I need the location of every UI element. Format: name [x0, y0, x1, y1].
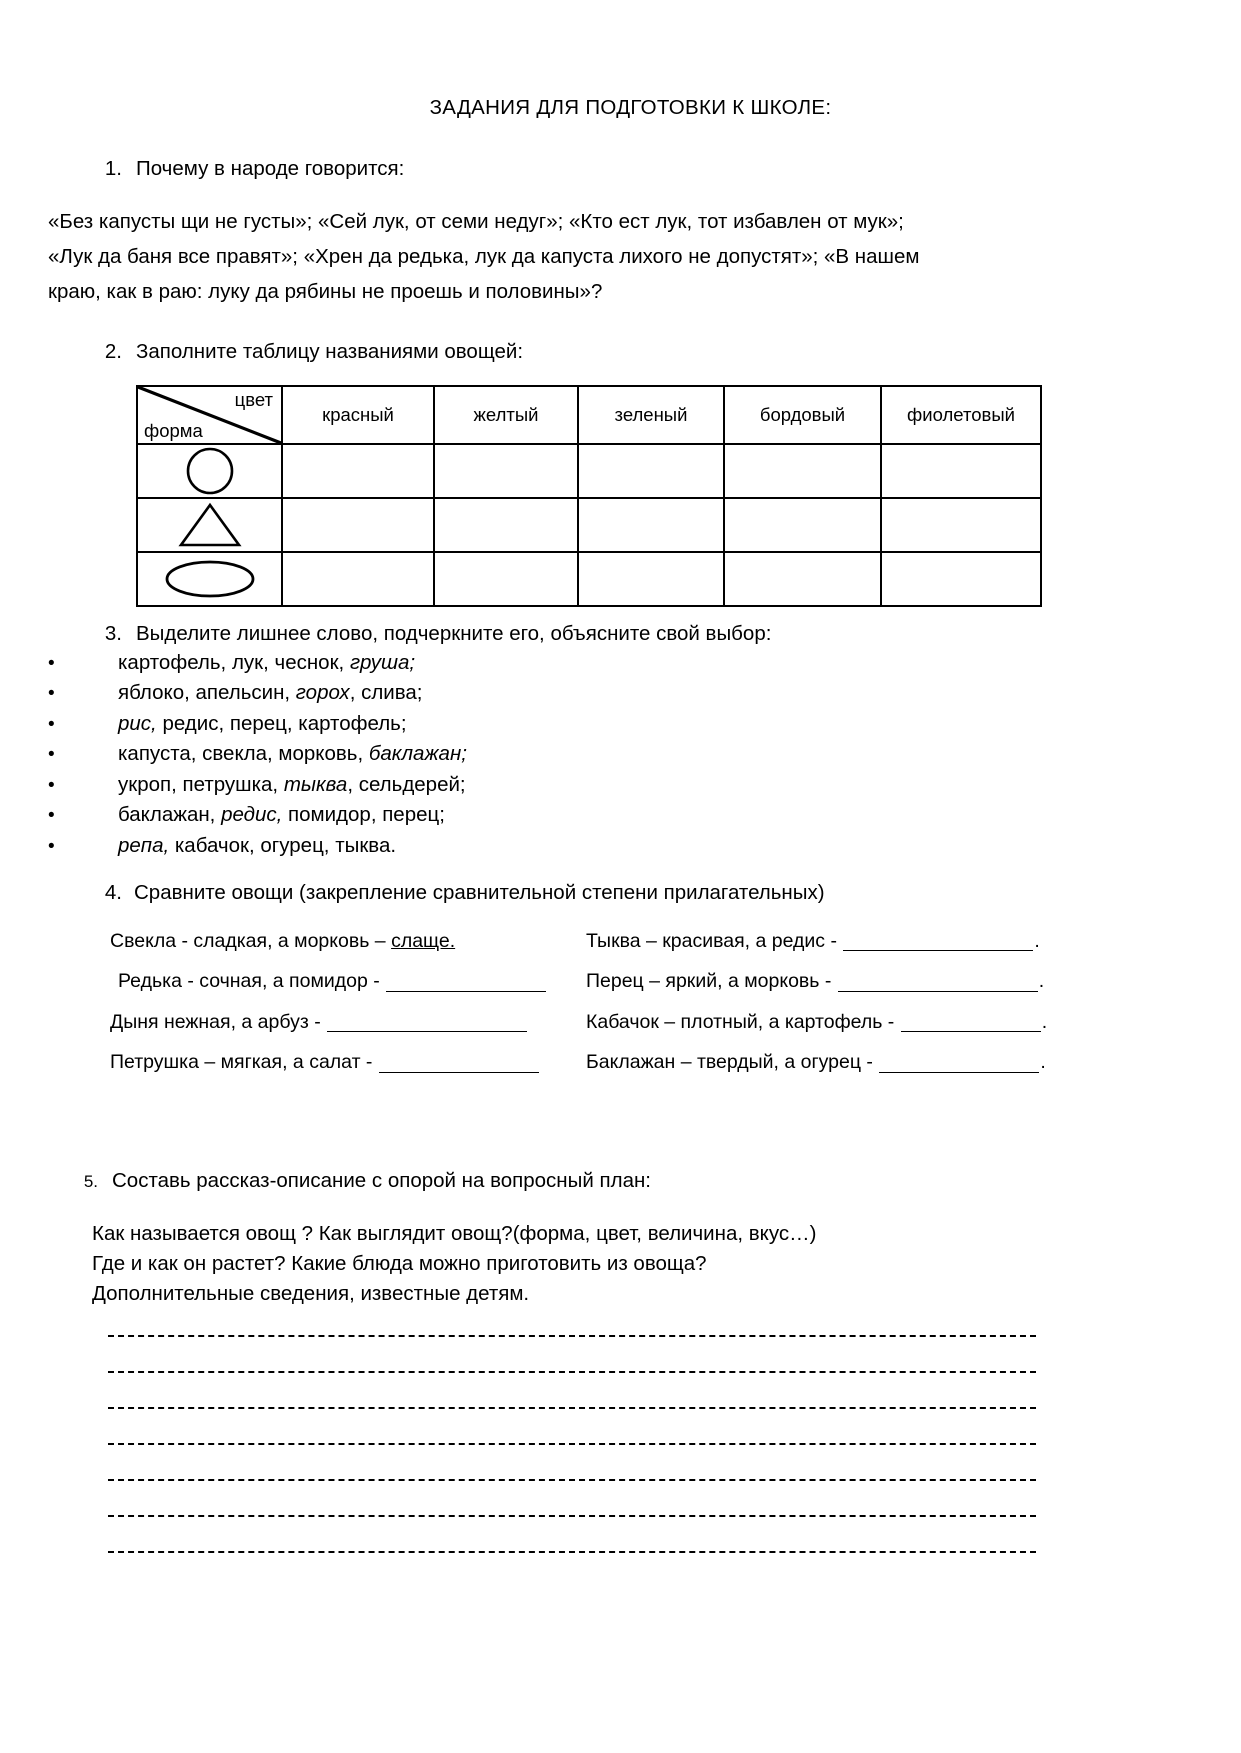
answer-blank[interactable]	[386, 972, 546, 992]
comparison-line[interactable]	[586, 972, 1048, 992]
list-item-text: картофель, лук, чеснок, груша;	[118, 650, 416, 674]
task-4-prompt: Сравните овощи (закрепление сравнительной степени прилагательных)	[134, 881, 825, 905]
task-3-prompt: Выделите лишнее слово, подчеркните его, объясните свой выбор:	[136, 622, 772, 645]
list-item[interactable]	[0, 805, 1241, 826]
table-col-header-3: бордовый	[724, 386, 881, 444]
task-2-prompt: Заполните таблицу названиями овощей:	[136, 340, 524, 364]
bullet-icon: •	[48, 683, 55, 705]
list-item[interactable]	[0, 650, 1241, 674]
bullet-icon: •	[48, 652, 55, 674]
page-title: ЗАДАНИЯ ДЛЯ ПОДГОТОВКИ К ШКОЛЕ:	[429, 96, 832, 119]
table-col-header-2: зеленый	[578, 386, 724, 444]
table-col-header-4: фиолетовый	[881, 386, 1041, 444]
comparison-prompt-text: Перец – яркий, а морковь -	[586, 970, 837, 993]
writing-line[interactable]	[108, 1479, 1036, 1481]
table-input-cell[interactable]	[434, 552, 578, 606]
comparison-column-left	[110, 929, 572, 1094]
bullet-icon: •	[48, 713, 55, 735]
list-item[interactable]	[0, 744, 1241, 765]
bullet-icon: •	[48, 805, 55, 827]
table-input-cell[interactable]	[434, 498, 578, 552]
writing-line[interactable]	[108, 1335, 1036, 1337]
triangle-shape-icon	[177, 501, 243, 549]
bullet-icon: •	[48, 744, 55, 766]
task-4-number: 4.	[104, 881, 122, 905]
plan-question: Дополнительные сведения, известные детям.	[92, 1281, 530, 1305]
task-3	[0, 621, 1241, 647]
plan-question: Где и как он растет? Какие блюда можно приготовить из овоща?	[92, 1252, 707, 1276]
answer-blank[interactable]	[901, 1013, 1041, 1033]
task-4	[0, 880, 1241, 906]
plan-question: Как называется овощ ? Как выглядит овощ?(форма, цвет, величина, вкус…)	[92, 1222, 817, 1246]
comparison-line[interactable]	[586, 1053, 1048, 1073]
writing-line[interactable]	[108, 1551, 1036, 1553]
comparison-column-right	[586, 929, 1048, 1094]
shape-cell-circle	[137, 444, 282, 498]
task-5-number: 5.	[83, 1171, 98, 1191]
comparison-prompt-text: Баклажан – твердый, а огурец -	[586, 1051, 879, 1074]
task-1	[0, 156, 1241, 182]
comparison-prompt-text: Петрушка – мягкая, а салат -	[110, 1051, 378, 1074]
table-corner-form-label: форма	[144, 420, 203, 441]
list-item-text: рис, редис, перец, картофель;	[118, 711, 407, 735]
task-1-proverbs: «Без капусты щи не густы»; «Сей лук, от семи недуг»; «Кто ест лук, тот избавлен от мук»; «Лук да баня все правят»; «Хрен да редька, лук да капуста лихого не допустят»; «В нашем краю, как в раю: луку да рябины не проешь и половины»?	[48, 209, 920, 304]
writing-line[interactable]	[108, 1443, 1036, 1445]
answer-blank[interactable]	[879, 1053, 1039, 1073]
bullet-icon: •	[48, 774, 55, 796]
table-col-header-1: желтый	[434, 386, 578, 444]
shape-cell-ellipse	[137, 552, 282, 606]
answer-blank[interactable]	[327, 1013, 527, 1033]
table-input-cell[interactable]	[724, 498, 881, 552]
list-item[interactable]	[0, 833, 1241, 857]
comparison-line[interactable]	[586, 1010, 1048, 1033]
comparison-tail: .	[1038, 970, 1045, 993]
table-input-cell[interactable]	[724, 552, 881, 606]
comparison-line[interactable]	[110, 929, 572, 952]
table-input-cell[interactable]	[282, 444, 434, 498]
answer-blank[interactable]	[838, 972, 1038, 992]
comparison-line[interactable]	[110, 972, 572, 992]
table-input-cell[interactable]	[282, 498, 434, 552]
table-input-cell[interactable]	[881, 444, 1041, 498]
list-item[interactable]	[0, 683, 1241, 704]
table-row	[137, 444, 1041, 498]
table-input-cell[interactable]	[881, 552, 1041, 606]
table-input-cell[interactable]	[881, 498, 1041, 552]
vegetable-table	[136, 385, 1042, 607]
task-3-number: 3.	[104, 622, 122, 645]
table-input-cell[interactable]	[578, 444, 724, 498]
comparison-prompt-text: Кабачок – плотный, а картофель -	[586, 1010, 900, 1033]
task-1-prompt: Почему в народе говорится:	[136, 157, 405, 180]
task-2-number: 2.	[104, 340, 122, 364]
table-header-row	[137, 386, 1041, 444]
odd-one-out-list	[0, 650, 1241, 857]
table-row	[137, 552, 1041, 606]
table-input-cell[interactable]	[724, 444, 881, 498]
comparison-tail: .	[1034, 929, 1040, 952]
comparison-answer: слаще.	[391, 929, 456, 952]
table-col-header-0: красный	[282, 386, 434, 444]
comparison-prompt-text: Свекла - сладкая, а морковь –	[110, 929, 392, 952]
comparison-grid	[110, 929, 1110, 1094]
table-row	[137, 498, 1041, 552]
comparison-tail: .	[1041, 1010, 1048, 1033]
table-input-cell[interactable]	[578, 552, 724, 606]
comparison-line[interactable]	[110, 1010, 572, 1033]
task-1-number: 1.	[104, 157, 122, 180]
table-input-cell[interactable]	[282, 552, 434, 606]
comparison-prompt-text: Дыня нежная, а арбуз -	[110, 1010, 327, 1033]
comparison-prompt-text: Тыква – красивая, а редис -	[586, 929, 843, 952]
list-item[interactable]	[0, 772, 1241, 796]
list-item[interactable]	[0, 711, 1241, 735]
task-5-prompt: Составь рассказ-описание с опорой на вопросный план:	[112, 1168, 651, 1192]
writing-line[interactable]	[108, 1407, 1036, 1409]
task-2	[0, 339, 1241, 365]
comparison-tail: .	[1040, 1051, 1046, 1074]
task-5	[0, 1168, 1241, 1194]
ellipse-shape-icon	[160, 555, 260, 603]
list-item-text: репа, кабачок, огурец, тыква.	[118, 833, 397, 857]
answer-blank[interactable]	[843, 932, 1033, 952]
table-corner-cell	[137, 386, 282, 444]
vegetable-table-wrapper	[136, 385, 1241, 607]
answer-blank[interactable]	[379, 1053, 539, 1073]
table-corner-color-label: цвет	[234, 389, 273, 410]
list-item-text: укроп, петрушка, тыква, сельдерей;	[118, 772, 466, 796]
writing-lines	[108, 1335, 1036, 1553]
table-input-cell[interactable]	[578, 498, 724, 552]
list-item-text: яблоко, апельсин, горох, слива;	[118, 681, 423, 705]
plan-questions-block	[92, 1219, 1241, 1308]
comparison-line[interactable]	[110, 1053, 572, 1073]
writing-line[interactable]	[108, 1515, 1036, 1517]
list-item-text: капуста, свекла, морковь, баклажан;	[118, 742, 467, 766]
list-item-text: баклажан, редис, помидор, перец;	[118, 803, 445, 827]
comparison-prompt-text: Редька - сочная, а помидор -	[118, 970, 386, 993]
circle-shape-icon	[182, 446, 238, 496]
shape-cell-triangle	[137, 498, 282, 552]
bullet-icon: •	[48, 835, 55, 857]
writing-line[interactable]	[108, 1371, 1036, 1373]
comparison-line[interactable]	[586, 929, 1048, 952]
table-input-cell[interactable]	[434, 444, 578, 498]
